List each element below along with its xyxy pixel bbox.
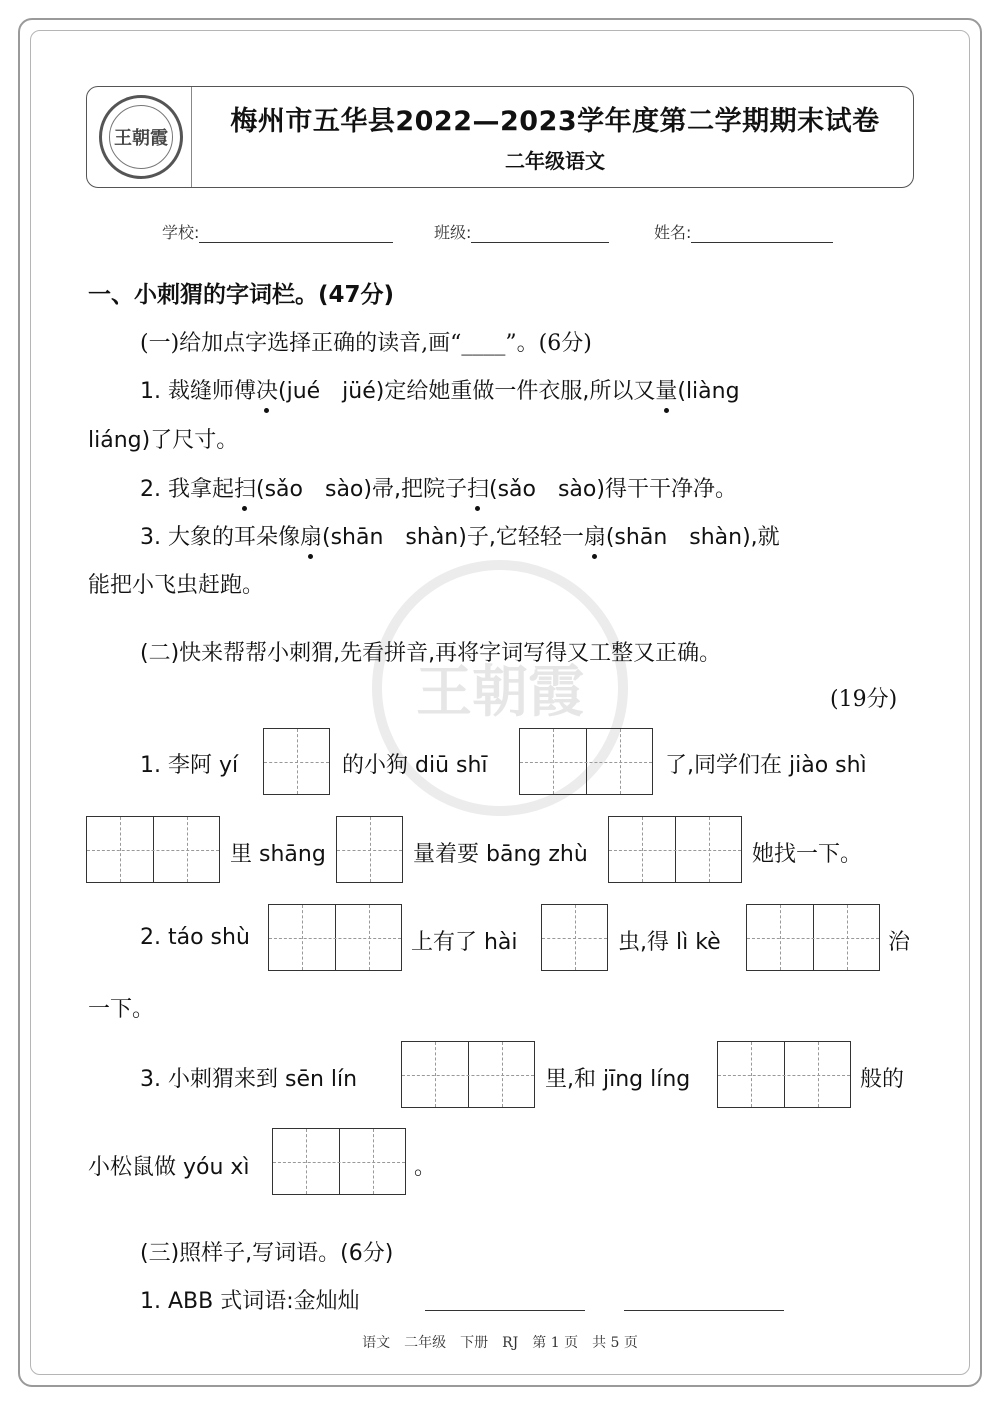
writing-box[interactable]: [608, 816, 742, 883]
header-divider: [191, 87, 192, 187]
writing-box[interactable]: [746, 904, 880, 971]
q-text: (shān shàn)子,它轻轻一: [322, 525, 584, 550]
class-blank[interactable]: [471, 224, 609, 243]
part-2-title: (二)快来帮帮小刺猬,先看拼音,再将字词写得又工整又正确。: [140, 641, 722, 666]
writing-box[interactable]: [401, 1041, 535, 1108]
p2-q3-text-e: 。: [414, 1155, 437, 1180]
part-1-question-1-cont: liáng)了尺寸。: [88, 428, 239, 453]
p2-q3-text-d: 小松鼠做 yóu xì: [88, 1155, 250, 1180]
part-1-question-3-cont: 能把小飞虫赶跑。: [88, 573, 265, 598]
p2-q1-text-d: 里 shāng: [230, 842, 326, 867]
p2-q2-text-d: 治: [888, 930, 911, 955]
school-field[interactable]: [162, 220, 393, 243]
q-text: 3. 大象的耳朵像: [140, 525, 300, 550]
class-field[interactable]: [434, 220, 609, 243]
logo-text: 王朝霞: [109, 105, 173, 169]
answer-blank[interactable]: [425, 1310, 585, 1311]
writing-box[interactable]: [519, 728, 653, 795]
name-label: 姓名:: [654, 223, 692, 242]
p2-q1-text-c: 了,同学们在 jiào shì: [665, 753, 867, 778]
p2-q1-text-b: 的小狗 diū shī: [342, 753, 488, 778]
p2-q3-text-c: 般的: [860, 1067, 905, 1092]
dotted-char: 量: [655, 374, 677, 405]
dotted-char: 扫: [467, 472, 489, 503]
dotted-char: 扫: [234, 472, 256, 503]
p2-q1-text-e: 量着要 bāng zhù: [413, 842, 588, 867]
q-text: (shān shàn),就: [605, 525, 780, 550]
dotted-char: 扇: [584, 520, 606, 551]
writing-box[interactable]: [268, 904, 402, 971]
writing-box[interactable]: [336, 816, 403, 883]
writing-box[interactable]: [541, 904, 608, 971]
p2-q3-text-b: 里,和 jīng líng: [545, 1067, 691, 1092]
p2-q2-text-c: 虫,得 lì kè: [618, 930, 721, 955]
school-blank[interactable]: [199, 224, 393, 243]
writing-box[interactable]: [86, 816, 220, 883]
name-blank[interactable]: [691, 224, 833, 243]
p2-q1-text-f: 她找一下。: [752, 842, 863, 867]
school-label: 学校:: [162, 223, 200, 242]
dotted-char: 决: [256, 374, 278, 405]
q-text: 1. 裁缝师傅: [140, 379, 256, 404]
q-text: 2. 我拿起: [140, 477, 234, 502]
publisher-logo: [99, 95, 183, 179]
p2-q2-text-e: 一下。: [88, 997, 155, 1022]
watermark-text: 王朝霞: [416, 659, 584, 725]
part-3-title: (三)照样子,写词语。(6分): [140, 1241, 394, 1266]
part-3-question-1: 1. ABB 式词语:金灿灿: [140, 1289, 360, 1314]
q-text: (liàng: [677, 379, 740, 404]
p2-q3-text-a: 3. 小刺猬来到 sēn lín: [140, 1067, 358, 1092]
part-1-question-2: [140, 472, 737, 503]
exam-subtitle: 二年级语文: [505, 149, 605, 173]
part-2-score: (19分): [830, 687, 898, 712]
writing-box[interactable]: [717, 1041, 851, 1108]
q-text: (sǎo sào)帚,把院子: [256, 477, 467, 502]
writing-box[interactable]: [263, 728, 330, 795]
part-1-question-3: [140, 520, 780, 551]
part-1-title: (一)给加点字选择正确的读音,画“____”。(6分): [140, 331, 592, 356]
p2-q2-text-a: 2. táo shù: [140, 925, 250, 950]
part-1-question-1: [140, 374, 740, 405]
p2-q1-text-a: 1. 李阿 yí: [140, 753, 239, 778]
p2-q2-text-b: 上有了 hài: [411, 930, 518, 955]
class-label: 班级:: [434, 223, 472, 242]
name-field[interactable]: [654, 220, 833, 243]
q-text: (jué jüé)定给她重做一件衣服,所以又: [278, 379, 656, 404]
exam-title: 梅州市五华县2022—2023学年度第二学期期末试卷: [230, 106, 880, 137]
page-footer: 语文 二年级 下册 RJ 第 1 页 共 5 页: [362, 1335, 638, 1351]
dotted-char: 扇: [300, 520, 322, 551]
section-1-title: 一、小刺猬的字词栏。(47分): [88, 282, 395, 308]
exam-header: [86, 86, 914, 188]
q-text: (sǎo sào)得干干净净。: [488, 477, 737, 502]
writing-box[interactable]: [272, 1128, 406, 1195]
answer-blank[interactable]: [624, 1310, 784, 1311]
